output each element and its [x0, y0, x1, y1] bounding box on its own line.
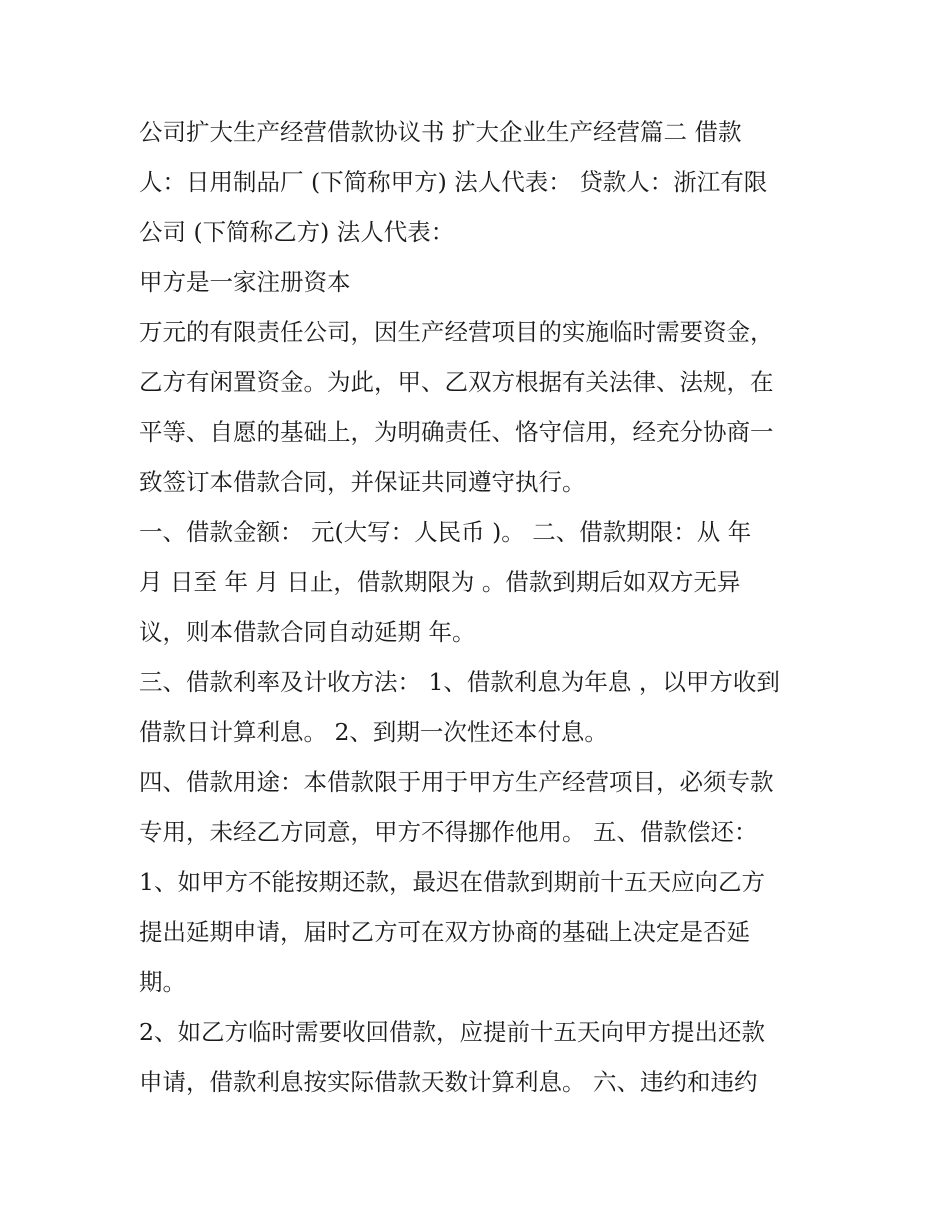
text-line: 万元的有限责任公司，因生产经营项目的实施临时需要资金，: [139, 318, 774, 346]
text-line: 月 日至 年 月 日止，借款期限为 。借款到期后如双方无异: [139, 568, 741, 596]
text-line: 致签订本借款合同，并保证共同遵守执行。: [139, 468, 586, 496]
text-line: 公司 (下简称乙方) 法人代表：: [139, 218, 455, 246]
text-line: 议，则本借款合同自动延期 年。: [139, 618, 476, 646]
text-line: 平等、自愿的基础上，为明确责任、恪守信用，经充分协商一: [139, 418, 774, 446]
text-line: 提出延期申请，届时乙方可在双方协商的基础上决定是否延: [139, 918, 750, 946]
text-line: 2、如乙方临时需要收回借款，应提前十五天向甲方提出还款: [139, 1018, 765, 1046]
text-line: 1、如甲方不能按期还款，最迟在借款到期前十五天应向乙方: [139, 868, 765, 896]
text-line: 申请，借款利息按实际借款天数计算利息。 六、违约和违约: [139, 1068, 758, 1096]
text-line: 甲方是一家注册资本: [139, 268, 351, 296]
text-line: 专用，未经乙方同意，甲方不得挪作他用。 五、借款偿还：: [139, 818, 758, 846]
text-line: 一、借款金额： 元(大写：人民币 )。 二、借款期限：从 年: [139, 518, 752, 546]
text-line: 借款日计算利息。 2、到期一次性还本付息。: [139, 718, 608, 746]
text-line: 人：日用制品厂 (下简称甲方) 法人代表： 贷款人：浙江有限: [139, 168, 768, 196]
text-line: 乙方有闲置资金。为此，甲、乙双方根据有关法律、法规，在: [139, 368, 774, 396]
document-body: [139, 107, 829, 1107]
text-line: 公司扩大生产经营借款协议书 扩大企业生产经营篇二 借款: [139, 118, 742, 146]
text-line: 四、借款用途：本借款限于用于甲方生产经营项目，必须专款: [139, 768, 774, 796]
text-line: 期。: [139, 968, 186, 996]
text-line: 三、借款利率及计收方法： 1、借款利息为年息 ，以甲方收到: [139, 668, 780, 696]
